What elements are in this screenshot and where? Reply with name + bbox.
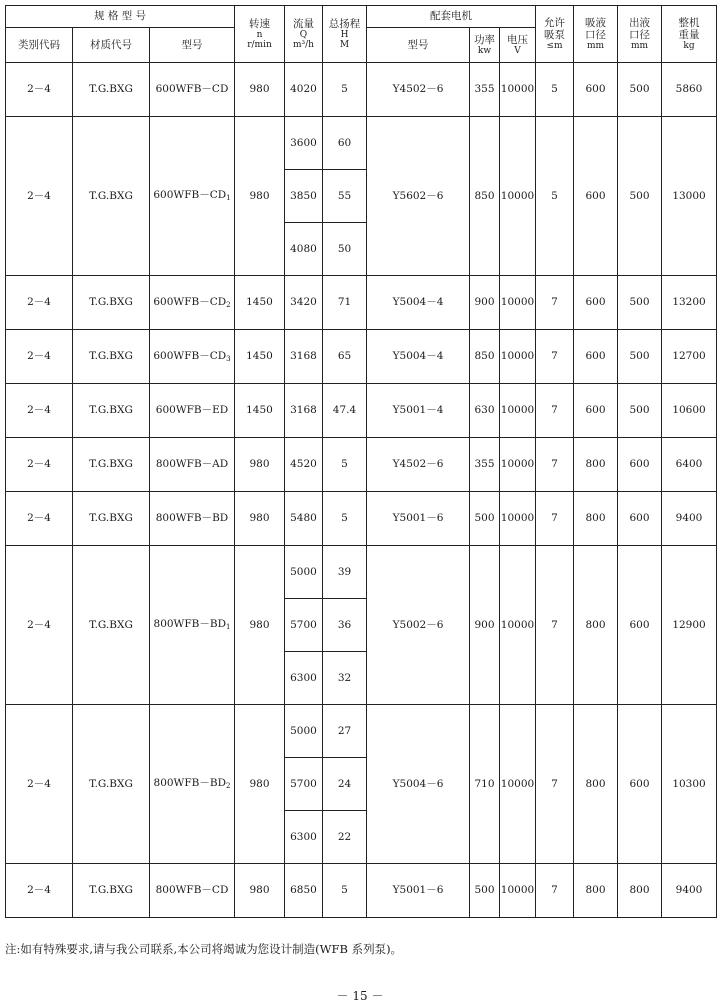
outlet-cell: 500 bbox=[618, 117, 662, 276]
material-cell: T.G.BXG bbox=[73, 117, 150, 276]
power-cell: 500 bbox=[470, 864, 500, 918]
outlet-cell: 500 bbox=[618, 330, 662, 384]
power-cell: 900 bbox=[470, 276, 500, 330]
weight-cell: 12700 bbox=[662, 330, 717, 384]
table-row bbox=[6, 546, 717, 599]
flow-cell: 4080 bbox=[285, 223, 323, 276]
model-header: 型号 bbox=[150, 28, 235, 63]
flow-cell: 5000 bbox=[285, 546, 323, 599]
power-cell: 710 bbox=[470, 705, 500, 864]
voltage-cell: 10000 bbox=[500, 492, 536, 546]
suction-cell: 7 bbox=[536, 276, 574, 330]
motor-model-cell: Y5602－6 bbox=[367, 117, 470, 276]
voltage-cell: 10000 bbox=[500, 276, 536, 330]
flow-cell: 5700 bbox=[285, 599, 323, 652]
category-cell: 2－4 bbox=[6, 546, 73, 705]
speed-header bbox=[235, 6, 285, 63]
flow-label: 流量 bbox=[293, 17, 314, 30]
category-cell: 2－4 bbox=[6, 384, 73, 438]
category-cell: 2－4 bbox=[6, 492, 73, 546]
material-cell: T.G.BXG bbox=[73, 705, 150, 864]
material-cell: T.G.BXG bbox=[73, 438, 150, 492]
inlet-cell: 800 bbox=[574, 864, 618, 918]
model-base: 800WFB－BD bbox=[155, 512, 229, 525]
power-cell: 850 bbox=[470, 117, 500, 276]
voltage-cell: 10000 bbox=[500, 330, 536, 384]
table-row bbox=[6, 384, 717, 438]
outlet-label-2: 口径 bbox=[629, 28, 651, 41]
model-subscript: 1 bbox=[226, 194, 231, 203]
inlet-unit: mm bbox=[586, 40, 605, 51]
head-header bbox=[323, 6, 367, 63]
suction-cell: 5 bbox=[536, 117, 574, 276]
inlet-label-1: 吸液 bbox=[585, 16, 607, 29]
suction-unit: ≤m bbox=[546, 40, 563, 51]
model-cell bbox=[150, 705, 235, 864]
model-cell bbox=[150, 330, 235, 384]
suction-cell: 5 bbox=[536, 63, 574, 117]
material-code-header: 材质代号 bbox=[73, 28, 150, 63]
speed-cell: 980 bbox=[235, 492, 285, 546]
motor-model-cell: Y5004－4 bbox=[367, 276, 470, 330]
material-cell: T.G.BXG bbox=[73, 276, 150, 330]
speed-cell: 1450 bbox=[235, 276, 285, 330]
weight-header bbox=[662, 6, 717, 63]
outlet-cell: 500 bbox=[618, 63, 662, 117]
weight-unit: kg bbox=[683, 40, 695, 51]
suction-cell: 7 bbox=[536, 546, 574, 705]
model-cell bbox=[150, 864, 235, 918]
inlet-cell: 600 bbox=[574, 117, 618, 276]
category-cell: 2－4 bbox=[6, 705, 73, 864]
power-cell: 500 bbox=[470, 492, 500, 546]
head-cell: 22 bbox=[323, 811, 367, 864]
model-base: 600WFB－CD bbox=[153, 295, 227, 308]
material-cell: T.G.BXG bbox=[73, 864, 150, 918]
model-base: 600WFB－CD bbox=[155, 83, 229, 96]
suction-cell: 7 bbox=[536, 330, 574, 384]
speed-cell: 980 bbox=[235, 117, 285, 276]
table-row bbox=[6, 492, 717, 546]
head-cell: 47.4 bbox=[323, 384, 367, 438]
outlet-unit: mm bbox=[630, 40, 649, 51]
motor-model-cell: Y5004－4 bbox=[367, 330, 470, 384]
voltage-cell: 10000 bbox=[500, 117, 536, 276]
weight-label-2: 重量 bbox=[678, 28, 700, 41]
motor-model-cell: Y5001－4 bbox=[367, 384, 470, 438]
speed-cell: 980 bbox=[235, 705, 285, 864]
motor-model-header: 型号 bbox=[367, 28, 470, 63]
power-cell: 355 bbox=[470, 438, 500, 492]
head-cell: 50 bbox=[323, 223, 367, 276]
voltage-unit: V bbox=[514, 45, 521, 56]
voltage-cell: 10000 bbox=[500, 384, 536, 438]
model-subscript: 2 bbox=[226, 300, 231, 309]
suction-cell: 7 bbox=[536, 384, 574, 438]
inlet-header bbox=[574, 6, 618, 63]
flow-cell: 4520 bbox=[285, 438, 323, 492]
power-cell: 355 bbox=[470, 63, 500, 117]
flow-header bbox=[285, 6, 323, 63]
flow-cell: 3600 bbox=[285, 117, 323, 170]
category-cell: 2－4 bbox=[6, 117, 73, 276]
model-base: 600WFB－CD bbox=[153, 349, 227, 362]
head-cell: 39 bbox=[323, 546, 367, 599]
head-cell: 65 bbox=[323, 330, 367, 384]
power-unit: kw bbox=[477, 45, 492, 56]
model-cell bbox=[150, 276, 235, 330]
head-cell: 55 bbox=[323, 170, 367, 223]
inlet-cell: 600 bbox=[574, 330, 618, 384]
head-cell: 32 bbox=[323, 652, 367, 705]
category-code-header: 类别代码 bbox=[6, 28, 73, 63]
suction-cell: 7 bbox=[536, 492, 574, 546]
inlet-cell: 600 bbox=[574, 63, 618, 117]
head-cell: 27 bbox=[323, 705, 367, 758]
table-row bbox=[6, 864, 717, 918]
category-cell: 2－4 bbox=[6, 330, 73, 384]
suction-cell: 7 bbox=[536, 705, 574, 864]
inlet-cell: 600 bbox=[574, 276, 618, 330]
footnote: 注:如有特殊要求,请与我公司联系,本公司将竭诚为您设计制造(WFB 系列泵)。 bbox=[5, 942, 403, 956]
speed-symbol: n bbox=[256, 29, 263, 40]
speed-cell: 980 bbox=[235, 546, 285, 705]
table-row bbox=[6, 438, 717, 492]
flow-cell: 4020 bbox=[285, 63, 323, 117]
outlet-label-1: 出液 bbox=[629, 16, 651, 29]
head-cell: 5 bbox=[323, 492, 367, 546]
model-cell bbox=[150, 117, 235, 276]
weight-cell: 6400 bbox=[662, 438, 717, 492]
table-row bbox=[6, 705, 717, 758]
table-header bbox=[6, 6, 717, 63]
power-label: 功率 bbox=[474, 33, 495, 46]
flow-cell: 3420 bbox=[285, 276, 323, 330]
outlet-cell: 600 bbox=[618, 492, 662, 546]
voltage-label: 电压 bbox=[507, 33, 528, 46]
outlet-cell: 800 bbox=[618, 864, 662, 918]
speed-label: 转速 bbox=[249, 17, 270, 30]
inlet-label-2: 口径 bbox=[585, 28, 607, 41]
spec-group-header: 规 格 型 号 bbox=[6, 6, 235, 28]
outlet-cell: 600 bbox=[618, 546, 662, 705]
weight-cell: 13000 bbox=[662, 117, 717, 276]
category-cell: 2－4 bbox=[6, 438, 73, 492]
suction-header bbox=[536, 6, 574, 63]
voltage-header bbox=[500, 28, 536, 63]
category-cell: 2－4 bbox=[6, 276, 73, 330]
weight-label-1: 整机 bbox=[678, 16, 700, 29]
outlet-cell: 500 bbox=[618, 276, 662, 330]
material-cell: T.G.BXG bbox=[73, 330, 150, 384]
motor-model-cell: Y5004－6 bbox=[367, 705, 470, 864]
flow-cell: 5700 bbox=[285, 758, 323, 811]
model-base: 800WFB－AD bbox=[155, 458, 229, 471]
material-cell: T.G.BXG bbox=[73, 546, 150, 705]
head-cell: 24 bbox=[323, 758, 367, 811]
outlet-cell: 600 bbox=[618, 438, 662, 492]
head-label: 总扬程 bbox=[328, 17, 361, 30]
head-unit: M bbox=[339, 40, 350, 51]
voltage-cell: 10000 bbox=[500, 438, 536, 492]
flow-cell: 3168 bbox=[285, 330, 323, 384]
power-cell: 630 bbox=[470, 384, 500, 438]
flow-cell: 6300 bbox=[285, 811, 323, 864]
voltage-cell: 10000 bbox=[500, 864, 536, 918]
flow-cell: 3850 bbox=[285, 170, 323, 223]
speed-cell: 980 bbox=[235, 864, 285, 918]
weight-cell: 13200 bbox=[662, 276, 717, 330]
voltage-cell: 10000 bbox=[500, 63, 536, 117]
model-cell bbox=[150, 63, 235, 117]
model-base: 800WFB－CD bbox=[155, 884, 229, 897]
table-row bbox=[6, 117, 717, 170]
head-cell: 5 bbox=[323, 864, 367, 918]
model-base: 800WFB－BD bbox=[153, 618, 226, 631]
speed-cell: 1450 bbox=[235, 384, 285, 438]
model-cell bbox=[150, 384, 235, 438]
material-cell: T.G.BXG bbox=[73, 384, 150, 438]
material-cell: T.G.BXG bbox=[73, 492, 150, 546]
flow-cell: 5480 bbox=[285, 492, 323, 546]
model-subscript: 3 bbox=[226, 354, 231, 363]
motor-model-cell: Y5001－6 bbox=[367, 864, 470, 918]
suction-cell: 7 bbox=[536, 438, 574, 492]
head-cell: 71 bbox=[323, 276, 367, 330]
model-cell bbox=[150, 492, 235, 546]
head-cell: 5 bbox=[323, 63, 367, 117]
power-cell: 900 bbox=[470, 546, 500, 705]
model-base: 600WFB－ED bbox=[155, 404, 229, 417]
motor-model-cell: Y5001－6 bbox=[367, 492, 470, 546]
inlet-cell: 800 bbox=[574, 438, 618, 492]
motor-model-cell: Y4502－6 bbox=[367, 438, 470, 492]
table-row bbox=[6, 63, 717, 117]
power-cell: 850 bbox=[470, 330, 500, 384]
model-subscript: 2 bbox=[226, 782, 231, 791]
model-subscript: 1 bbox=[226, 623, 231, 632]
flow-symbol: Q bbox=[299, 29, 308, 40]
motor-model-cell: Y4502－6 bbox=[367, 63, 470, 117]
page-number: － 15 － bbox=[336, 989, 384, 1003]
model-cell bbox=[150, 546, 235, 705]
weight-cell: 10300 bbox=[662, 705, 717, 864]
voltage-cell: 10000 bbox=[500, 705, 536, 864]
speed-cell: 1450 bbox=[235, 330, 285, 384]
weight-cell: 9400 bbox=[662, 492, 717, 546]
motor-model-cell: Y5002－6 bbox=[367, 546, 470, 705]
head-cell: 36 bbox=[323, 599, 367, 652]
head-symbol: H bbox=[340, 29, 349, 40]
head-cell: 60 bbox=[323, 117, 367, 170]
weight-cell: 5860 bbox=[662, 63, 717, 117]
pump-spec-table bbox=[5, 5, 717, 918]
outlet-cell: 500 bbox=[618, 384, 662, 438]
category-cell: 2－4 bbox=[6, 864, 73, 918]
table-row bbox=[6, 276, 717, 330]
inlet-cell: 600 bbox=[574, 384, 618, 438]
head-cell: 5 bbox=[323, 438, 367, 492]
inlet-cell: 800 bbox=[574, 546, 618, 705]
flow-cell: 6850 bbox=[285, 864, 323, 918]
voltage-cell: 10000 bbox=[500, 546, 536, 705]
category-cell: 2－4 bbox=[6, 63, 73, 117]
power-header bbox=[470, 28, 500, 63]
speed-unit: r/min bbox=[247, 40, 272, 51]
flow-cell: 6300 bbox=[285, 652, 323, 705]
material-cell: T.G.BXG bbox=[73, 63, 150, 117]
suction-cell: 7 bbox=[536, 864, 574, 918]
model-cell bbox=[150, 438, 235, 492]
suction-label-1: 允许 bbox=[544, 16, 566, 29]
flow-cell: 5000 bbox=[285, 705, 323, 758]
speed-cell: 980 bbox=[235, 63, 285, 117]
outlet-header bbox=[618, 6, 662, 63]
outlet-cell: 600 bbox=[618, 705, 662, 864]
table-row bbox=[6, 330, 717, 384]
motor-group-header: 配套电机 bbox=[367, 6, 536, 28]
suction-label-2: 吸泵 bbox=[544, 28, 566, 41]
flow-cell: 3168 bbox=[285, 384, 323, 438]
flow-unit: m³/h bbox=[293, 40, 314, 51]
inlet-cell: 800 bbox=[574, 492, 618, 546]
inlet-cell: 800 bbox=[574, 705, 618, 864]
weight-cell: 9400 bbox=[662, 864, 717, 918]
table-body bbox=[6, 63, 717, 918]
model-base: 600WFB－CD bbox=[153, 189, 227, 202]
weight-cell: 12900 bbox=[662, 546, 717, 705]
weight-cell: 10600 bbox=[662, 384, 717, 438]
model-base: 800WFB－BD bbox=[153, 777, 226, 790]
speed-cell: 980 bbox=[235, 438, 285, 492]
